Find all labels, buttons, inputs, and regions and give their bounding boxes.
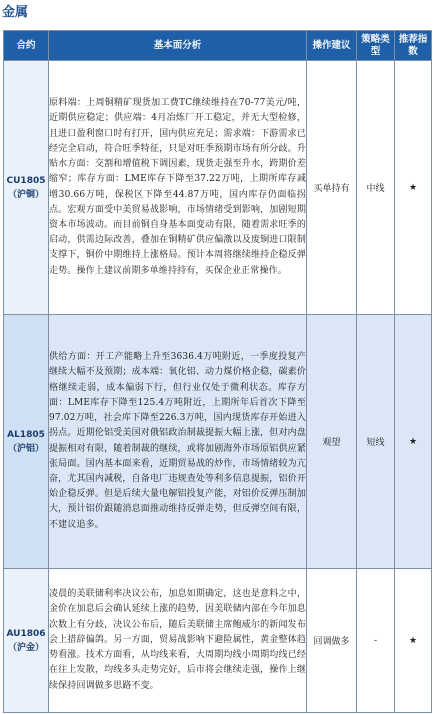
header-contract: 合约 [4, 31, 49, 61]
header-analysis: 基本面分析 [49, 31, 307, 61]
suggestion-cell: 观望 [307, 315, 357, 569]
header-rating: 推荐指数 [395, 31, 432, 61]
contract-code: CU1805 [6, 175, 46, 186]
table-header-row [4, 31, 432, 61]
strategy-cell: - [357, 569, 395, 713]
rating-star-icon: ★ [395, 569, 432, 713]
analysis-text: 供给方面：开工产能略上升至3636.4万吨附近，一季度投复产继续大幅不及预期；成本端：氧化铝、动力煤价格企稳，碳素价格继续走弱，成本偏弱下行，但行业仅处于微利状态。库存方面：LME库存下降至125.4万吨附近，上期所年后首次下降至97.02万吨，社会库下降至226.3万吨，国内现货库存开始进入拐点。近期伦铝受美国对俄铝政治制裁提振大幅上涨，但对内盘提振相对有限，随着制裁的继续，或将加剧海外市场原铝供应紧张局面。国内基本面来看，近期贸易战的炒作，市场情绪较为亢奋，尤其国内减税，自备电厂违规查处等利多信息提振，铝价开始企稳反弹。但是后续大量电解铝投复产能，对铝价反弹压制加大，预计铝价跟随消息面推动维持反弹走势，但反弹空间有限，不建议追多。 [49, 315, 307, 569]
suggestion-cell: 回调做多 [307, 569, 357, 713]
table-row [4, 61, 432, 315]
contract-cell [4, 569, 49, 713]
analysis-text: 凌晨的美联储利率决议公布，加息如期确定，这也是意料之中，金价在加息后会确认延续上涨的趋势，因美联储内部在今年加息次数上有分歧，决议公布后，随后美联储主席鲍威尔的新闻发布会上措辞偏鸽。另一方面，贸易战影响下避险属性，黄金整体趋势看涨。技术方面看，从均线来看，大周期均线小周期均线已经在往上发散，均线多头走势完好，后市将会继续走强，操作上继续保持回调做多思路不变。 [49, 569, 307, 713]
rating-star-icon: ★ [395, 315, 432, 569]
contract-name: （沪铜） [7, 189, 44, 200]
strategy-table [3, 30, 432, 713]
header-strategy: 策略类型 [357, 31, 395, 61]
contract-cell [4, 315, 49, 569]
contract-name: （沪金） [7, 642, 44, 653]
contract-cell [4, 61, 49, 315]
contract-code: AL1805 [7, 429, 45, 440]
analysis-text: 原料端：上周铜精矿现货加工费TC继续维持在70-77美元/吨，近期供应稳定；供应端：4月冶炼厂开工稳定，并无大型检修，且进口盈利窗口时有打开，国内供应充足；需求端：下游需求已经完全启动，符合旺季特征，只是对旺季预期市场有所分歧。升贴水方面：交割和增值税下调因素，现货走强至升水，跨期价差缩窄；库存方面：LME库存下降至37.22万吨，上期所库存减增30.66万吨，保税区下降至44.87万吨，国内库存仍面临拐点。宏观方面受中美贸易战影响，市场情绪受到影响，加剧短期资本市场波动。而目前铜自身基本面变动有限，随着需求旺季的启动，供需边际改善，叠加在铜精矿供应偏激以及废铜进口限制支撑下，铜价中期维持上涨格局。预计本周将继续维持企稳反弹走势。操作上建议前期多单维持持有，买保企业正常操作。 [49, 61, 307, 315]
header-suggestion: 操作建议 [307, 31, 357, 61]
table-row [4, 315, 432, 569]
contract-name: （沪铝） [7, 443, 44, 454]
rating-star-icon: ★ [395, 61, 432, 315]
table-row [4, 569, 432, 713]
suggestion-cell: 买单持有 [307, 61, 357, 315]
strategy-cell: 短线 [357, 315, 395, 569]
section-title: 金属 [2, 5, 29, 20]
contract-code: AU1806 [6, 628, 46, 639]
strategy-cell: 中线 [357, 61, 395, 315]
